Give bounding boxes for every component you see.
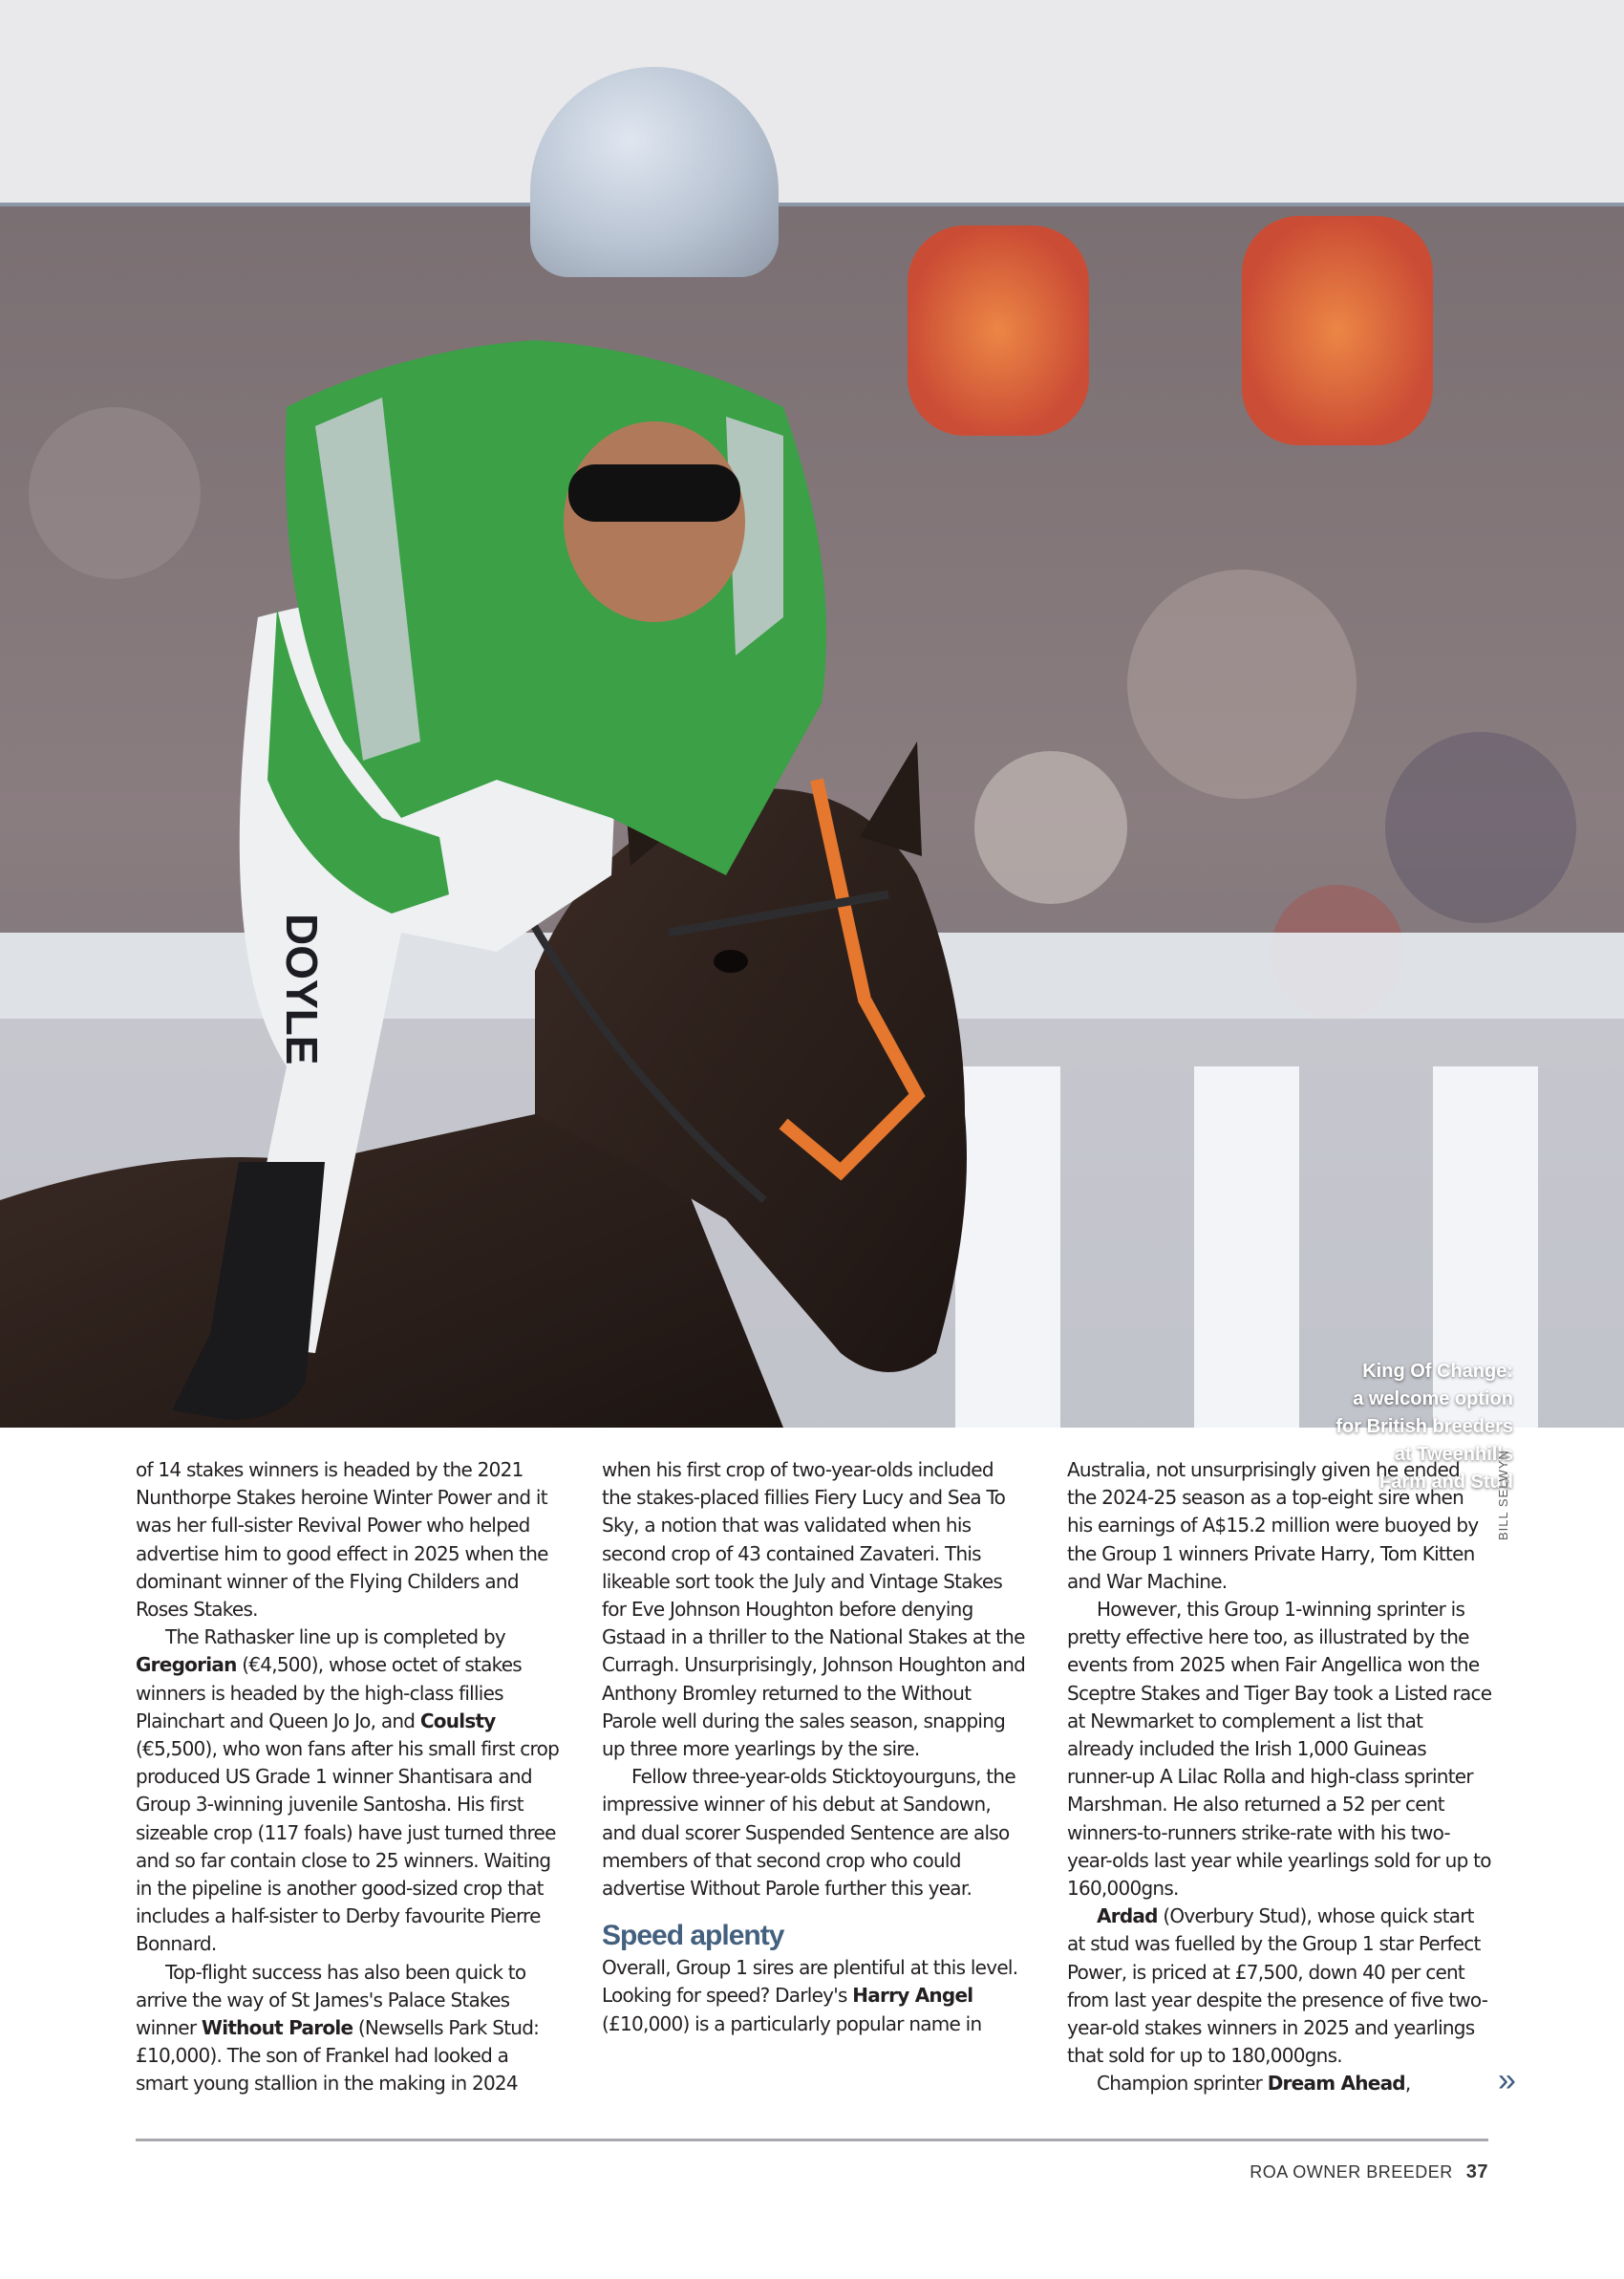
publication-name: ROA OWNER BREEDER (1250, 2162, 1453, 2182)
horse-name: Harry Angel (852, 1984, 973, 2008)
paragraph: Champion sprinter Dream Ahead, (1097, 2072, 1411, 2096)
article-column-1 (136, 1456, 561, 2098)
horse-name: Ardad (1097, 1904, 1158, 1928)
paragraph: when his first crop of two-year-olds included the stakes-placed fillies Fiery Lucy and Sea To Sky, a notion that was validated when his second crop of 43 contained Zavateri. This likeable sort took the July and Vintage Stakes for Eve Johnson Houghton before denying Gstaad in a thriller to the National Stakes at the Curragh. Unsurprisingly, Johnson Houghton and Anthony Bromley returned to the Without Parole well during the sales season, snapping up three more yearlings by the sire. (602, 1458, 1026, 1761)
article-column-2 (602, 1456, 1027, 2038)
photo-credit: BILL SELWYN (1496, 1450, 1510, 1540)
paragraph: of 14 stakes winners is headed by the 2021 Nunthorpe Stakes heroine Winter Power and it was her full-sister Revival Power who helped advertise him to good effect in 2025 when the dominant winner of the Flying Childers and Roses Stakes. (136, 1458, 548, 1622)
horse-name: Coulsty (419, 1709, 496, 1732)
footer-rule (136, 2139, 1488, 2141)
continued-arrow-icon: » (1498, 2062, 1516, 2098)
horse-name: Gregorian (136, 1653, 237, 1677)
paragraph: Fellow three-year-olds Sticktoyourguns, the impressive winner of his debut at Sandown, and dual scorer Suspended Sentence are also members of that second crop who could advertise Without Parole further this year. (602, 1765, 1015, 1901)
paragraph: The Rathasker line up is completed by Gregorian (€4,500), whose octet of stakes winners is headed by the high-class fillies Plainchart and Queen Jo Jo, and Coulsty (€5,500), who won fans after his small first crop produced US Grade 1 winner Shantisara and Group 3-winning juvenile Santosha. His first sizeable crop (117 foals) have just turned three and so far contain close to 25 winners. Waiting in the pipeline is another good-sized crop that includes a half-sister to Derby favourite Pierre Bonnard. (136, 1625, 560, 1956)
top-band (0, 0, 1624, 203)
paragraph: Australia, not unsurprisingly given he ended the 2024-25 season as a top-eight sire when his earnings of A$15.2 million were buoyed by the Group 1 winners Private Harry, Tom Kitten and War Machine. (1067, 1458, 1479, 1593)
page-number: 37 (1465, 2161, 1488, 2182)
paragraph: Ardad (Overbury Stud), whose quick start at stud was fuelled by the Group 1 star Perfect Power, is priced at £7,500, down 40 per cent from last year despite the presence of five two-year-old stakes winners in 2025 and yearlings that sold for up to 180,000gns. (1067, 1904, 1488, 2068)
horse-and-jockey-illustration (0, 206, 1624, 1428)
caption-line: King Of Change: (1362, 1361, 1513, 1382)
breeches-sponsor-text: DOYLE (277, 914, 327, 1065)
caption-line: a welcome option (1353, 1388, 1513, 1409)
page-footer (1250, 2161, 1488, 2183)
hero-photo (0, 203, 1624, 1493)
caption-line: Farm and Stud (1378, 1472, 1513, 1493)
paragraph: However, this Group 1-winning sprinter is pretty effective here too, as illustrated by the events from 2025 when Fair Angellica won the Sceptre Stakes and Tiger Bay took a Listed race at Newmarket to complement a list that already included the Irish 1,000 Guineas runner-up A Lilac Rolla and high-class sprinter Marshman. He also returned a 52 per cent winners-to-runners strike-rate with his two-year-olds last year while yearlings sold for up to 160,000gns. (1067, 1598, 1492, 1901)
article-column-3 (1067, 1456, 1492, 2098)
horse-name: Dream Ahead (1267, 2072, 1405, 2096)
section-heading: Speed aplenty (602, 1920, 784, 1952)
paragraph: Overall, Group 1 sires are plentiful at this level. Looking for speed? Darley's Harry Angel (£10,000) is a particularly popular name in (602, 1956, 1018, 2035)
caption-line: for British breeders (1336, 1416, 1513, 1437)
horse-name: Without Parole (201, 2016, 353, 2040)
caption-line: at Tweenhills (1394, 1444, 1513, 1465)
paragraph: Top-flight success has also been quick to arrive the way of St James's Palace Stakes winner Without Parole (Newsells Park Stud: £10,000). The son of Frankel had looked a smart young stallion in the making in 2024 (136, 1960, 540, 2096)
